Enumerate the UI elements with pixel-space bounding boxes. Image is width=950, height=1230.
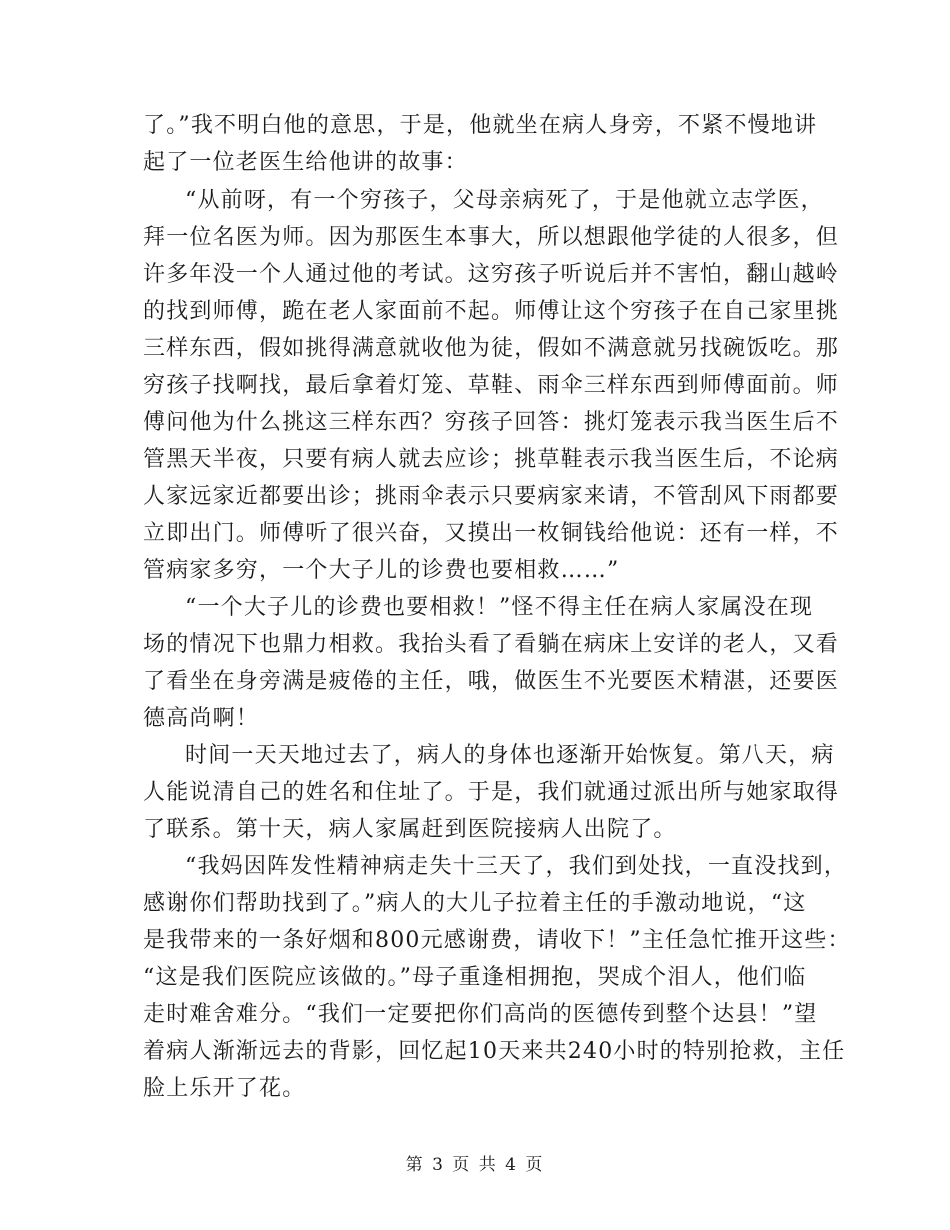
text-line: 穷孩子找啊找，最后拿着灯笼、草鞋、雨伞三样东西到师傅面前。师 [143,373,840,398]
text-line: 许多年没一个人通过他的考试。这穷孩子听说后并不害怕，翻山越岭 [143,262,840,287]
text-line: 管黑天半夜，只要有病人就去应诊；挑草鞋表示我当医生后，不论病 [143,447,840,472]
text-line: 的找到师傅，跪在老人家面前不起。师傅让这个穷孩子在自己家里挑 [143,299,840,324]
text-line: 时间一天天地过去了，病人的身体也逐渐开始恢复。第八天，病 [185,743,835,768]
text-line: 着病人渐渐远去的背影，回忆起10天来共240小时的特别抢救，主任 [143,1039,846,1064]
text-line: 拜一位名医为师。因为那医生本事大，所以想跟他学徒的人很多，但 [143,225,840,250]
text-line: 起了一位老医生给他讲的故事： [143,150,468,175]
text-line: “一个大子儿的诊费也要相救！”怪不得主任在病人家属没在现 [185,595,814,620]
text-line: 是我带来的一条好烟和800元感谢费，请收下！”主任急忙推开这些： [143,928,851,953]
text-line: 人能说清自己的姓名和住址了。于是，我们就通过派出所与她家取得 [143,780,840,805]
page-number: 第 3 页 共 4 页 [405,1155,545,1175]
text-line: 走时难舍难分。“我们一定要把你们高尚的医德传到整个达县！”望 [143,1002,818,1027]
text-line: 了。”我不明白他的意思，于是，他就坐在病人身旁，不紧不慢地讲 [143,113,818,138]
text-line: “这是我们医院应该做的。”母子重逢相拥抱，哭成个泪人，他们临 [143,965,807,990]
text-line: 德高尚啊！ [143,706,260,731]
text-line: 了联系。第十天，病人家属赶到医院接病人出院了。 [143,817,677,842]
text-line: 傅问他为什么挑这三样东西？穷孩子回答：挑灯笼表示我当医生后不 [143,410,840,435]
text-line: 脸上乐开了花。 [143,1076,306,1101]
text-line: 感谢你们帮助找到了。”病人的大儿子拉着主任的手激动地说，“这 [143,891,807,916]
text-line: 立即出门。师傅听了很兴奋，又摸出一枚铜钱给他说：还有一样，不 [143,521,840,546]
text-line: 三样东西，假如挑得满意就收他为徒，假如不满意就另找碗饭吃。那 [143,336,840,361]
text-line: 管病家多穷，一个大子儿的诊费也要相救……” [143,558,620,583]
text-line: 人家远家近都要出诊；挑雨伞表示只要病家来请，不管刮风下雨都要 [143,484,840,509]
text-line: 了看坐在身旁满是疲倦的主任，哦，做医生不光要医术精湛，还要医 [143,669,840,694]
text-line: “从前呀，有一个穷孩子，父母亲病死了，于是他就立志学医， [185,188,824,213]
text-line: 场的情况下也鼎力相救。我抬头看了看躺在病床上安详的老人，又看 [143,632,840,657]
text-line: “我妈因阵发性精神病走失十三天了，我们到处找，一直没找到， [185,854,848,879]
